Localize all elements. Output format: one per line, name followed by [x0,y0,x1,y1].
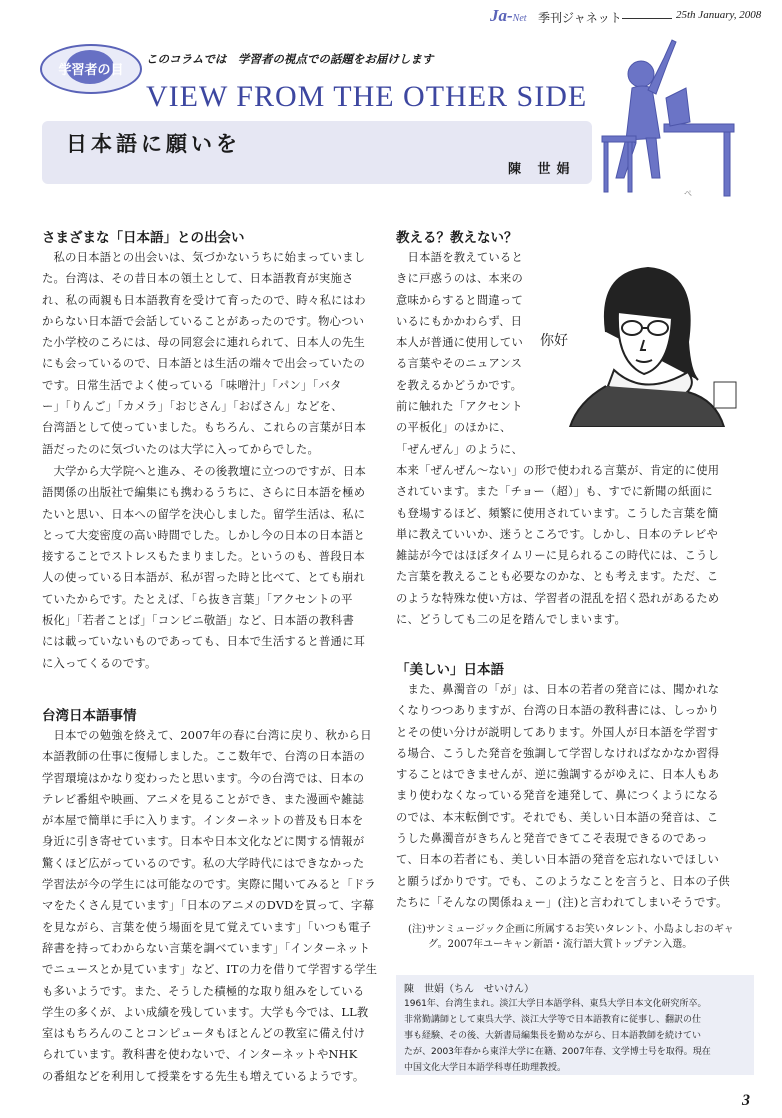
article-author: 陳 世娟 [508,162,576,177]
author-portrait-illustration [548,262,744,427]
section-heading-2: 台湾日本語事情 [42,708,137,724]
section-heading-3: 教える？教えない？ [396,230,518,246]
section-heading-4: 「美しい」日本語 [396,662,504,678]
page-number: 3 [742,1092,750,1109]
column-tagline: このコラムでは 学習者の視点での話題をお届けします [146,52,434,66]
section-4-paragraph-1: また、鼻濁音の「が」は、日本の若者の発音には、聞かれな くなりつつありますが、台湾の日本語の教科書には、しっかり とその使い分けが説明してあります。外国人が日本語を学習す る場合、こうした発音を強調して学習しなければなかなか習得 することはできませんが、逆に強調するがゆえに、日本人もあ まり使わなくなっている発音を連発して、鼻につくようになる のでは、本末転倒です。それでも、美しい日本語の発音は、こ うした鼻濁音がきちんと発音できてこそ表現できるのであっ て、日本の若者にも、美しい日本語の発音を忘れないでほしい と願うばかりです。でも、このようなことを言うと、日本の子供 たちに「そんなの関係ねぇー」(注)と言われてしまいそうです。 [396,683,730,909]
student-at-desk-illustration [586,28,736,203]
footnote: (注)サンミュージック企画に所属するお笑いタレント、小島よしおのギャ グ。2007年ユーキャン新語・流行語大賞トップテン入選。 [408,924,734,950]
section-3-paragraph-2: 本来「ぜんぜん～ない」の形で使われる言葉が、肯定的に使用 されています。また「チョー（超）」も、すでに新聞の紙面に も登場するほど、頻繁に使用されています。こうした言葉を簡 単に教えていいか、迷うところです。しかし、日本のテレビや 雑誌が今ではほぼタイムリーに見られるこの時代には、こうし た言葉を教えることも必要なのかな、とも考えます。ただ、こ のような特殊な使い方は、学習者の混乱を招く恐れがあるため に、どうしても二の足を踏んでしまいます。 [396,464,720,627]
section-3-paragraph-1: 日本語を教えていると きに戸惑うのは、本来の 意味からすると間違って いるにもかかわらず、日 本人が普通に使用してい る言葉やそのニュアンス を教えるかどうかです。 前に触れた「アクセント の平板化」のほかに、 「ぜんぜん」のように、 [396,251,524,456]
section-1-paragraph-2: 大学から大学院へと進み、その後教壇に立つのですが、日本 語関係の出版社で編集にも携わるうちに、さらに日本語を極め たいと思い、日本への留学を決心しました。留学生活は、私に とって大変密度の高い時間でした。しかし今の日本の日本語と 接することでストレスもたまりました。というのも、普段日本 人の使っている日本語が、私が習った時と比べて、とても崩れ ていたからです。たとえば、「ら抜き言葉」「アクセントの平 板化」「若者ことば」「コンビニ敬語」など、日本語の教科書 には載っていないものであっても、日本で生活すると普通に耳 に入ってくるのです。 [42,465,366,670]
bio-text: 1961年、台湾生まれ。淡江大学日本語学科、東呉大学日本文化研究所卒。 非常勤講師として東呉大学、淡江大学等で日本語教育に従事し、翻訳の仕 事も経験、その後、大新書局編集長を勤めながら、日本語教師を続けてい たが、2003年春から東洋大学に在籍、2007年春、文学博士号を取得。現在 中国文化大学日本語学科専任助理教授。 [404,999,711,1073]
column-label: 学習者の目 [58,63,124,78]
bio-name: 陳 世娟（ちん せいけん） [404,984,534,995]
header-rule [622,18,672,19]
greeting-caption: 你好 [540,333,568,349]
column-english-title: VIEW FROM THE OTHER SIDE [146,80,588,113]
section-heading-1: さまざまな「日本語」との出会い [42,230,245,246]
section-2-paragraph-1: 日本での勉強を終えて、2007年の春に台湾に戻り、秋から日 本語教師の仕事に復帰しました。ここ数年で、台湾の日本語の 学習環境はかなり変わったと思います。今の台湾では、日本の テレビ番組や映画、アニメを見ることができ、また漫画や雑誌 が本屋で簡単に手に入ります。インターネットの普及も日本を 身近に引き寄せています。日本や日本文化などに関する情報が 驚くほど広がっているのです。私の大学時代にはできなかった 学習法が今の学生には可能なのです。実際に聞いてみると「ドラ マをたくさん見ています」「日本のアニメのDVDを買って、字幕 を見ながら、言葉を使う場面を見て覚えています」「いつも電子 辞書を持ってわからない言葉を調べています」「インターネット でニュースとか見ています」など、ITの力を借りて学習する学生 も多いようです。また、そうした積極的な取り組みをしている 学生の多くが、よい成績を残しています。大学も今では、LL教 室はもちろんのことコンピュータもほとんどの教室に備え付け られています。教科書を使わないで、インターネットやNHK の番組などを利用して授業をする先生も増えているようです。 [42,729,378,1083]
issue-date: 25th January, 2008 [676,9,762,21]
magazine-name: 季刊ジャネット [538,11,622,25]
section-1-paragraph-1: 私の日本語との出会いは、気づかないうちに始まっていまし た。台湾は、その昔日本の領土として、日本語教育が実施さ れ、私の両親も日本語教育を受けて育ったので、時々私にはわ からない日本語で会話していることがあったのです。物心つい た小学校のころには、母の同窓会に連れられて、日本人の先生 にも会っているので、日本語とは生活の端々で出会っていたの です。日常生活でよく使っている「味噌汁」「パン」「バタ ー」「りんご」「カメラ」「おじさん」「おばさん」などを、 台湾語として使っていました。もちろん、これらの言葉が日本 語だったのに気づいたのは大学に入ってからでした。 [42,251,366,456]
article-title: 日本語に願いを [66,132,241,156]
magazine-logo: Ja-Net [490,6,527,25]
svg-text:ぺ: ぺ [684,189,692,198]
